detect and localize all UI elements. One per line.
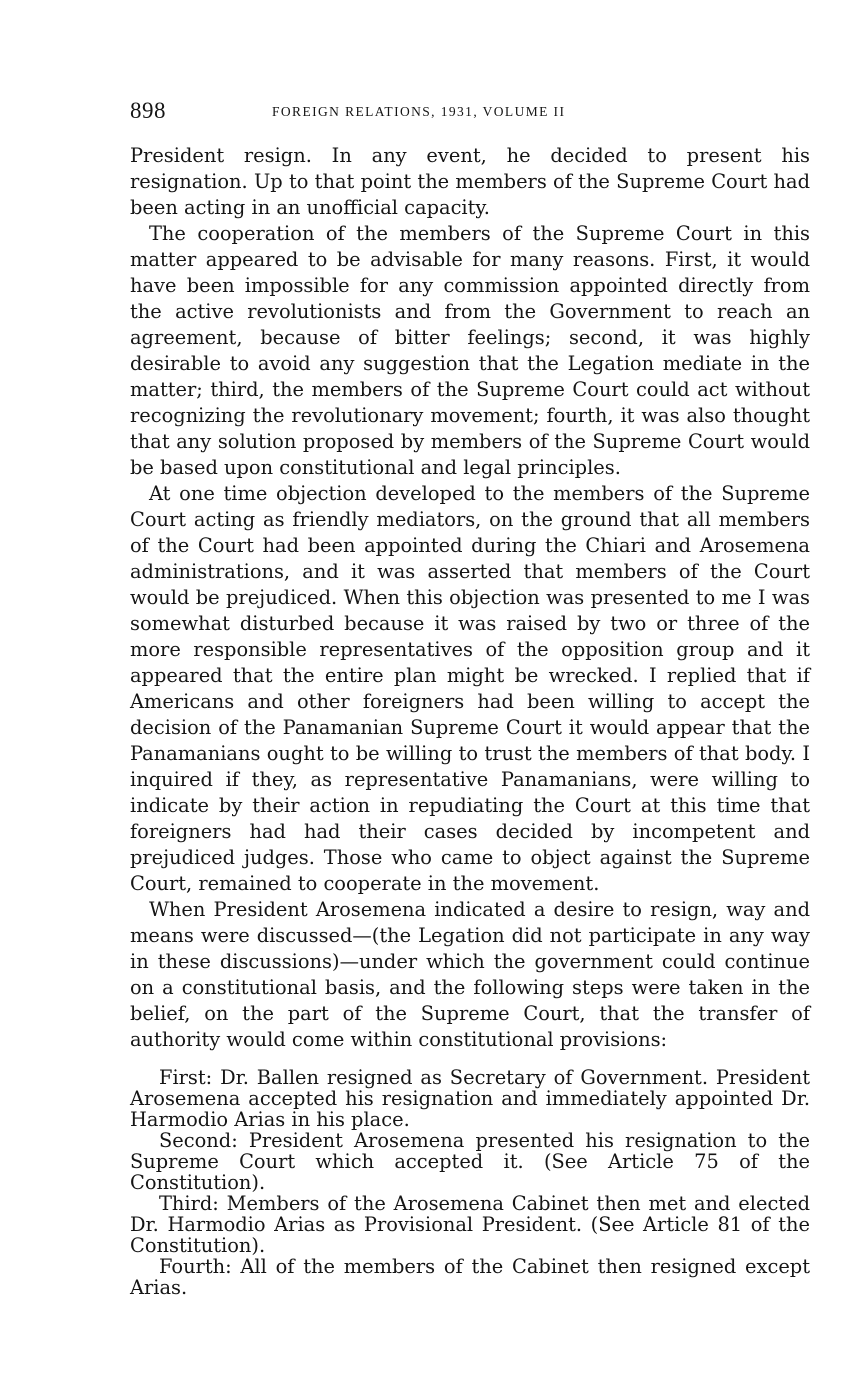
step-third: Third: Members of the Arosemena Cabinet then met and elected Dr. Harmodio Arias as Provisional President. (See Article 81 of the Constitution). bbox=[130, 1192, 810, 1257]
running-title: FOREIGN RELATIONS, 1931, VOLUME II bbox=[272, 104, 566, 119]
paragraph-resignation: When President Arosemena indicated a desire to resign, way and means were discussed—(the Legation did not participate in any way in these discussions)—under which the government could continue on a constitutional basis, and the following steps were taken in the belief, on the part of the Supreme Court, that the transfer of authority would come within constitutional provisions: bbox=[130, 898, 810, 1051]
step-second: Second: President Arosemena presented his resignation to the Supreme Court which accepted it. (See Article 75 of the Constitution). bbox=[130, 1129, 810, 1194]
body-text bbox=[130, 143, 810, 1053]
page-header bbox=[130, 98, 810, 128]
transfer-steps bbox=[130, 1067, 810, 1298]
page-number: 898 bbox=[130, 98, 166, 123]
step-fourth: Fourth: All of the members of the Cabinet then resigned except Arias. bbox=[130, 1255, 810, 1299]
step-first: First: Dr. Ballen resigned as Secretary of Government. President Arosemena accepted his resignation and immediately appointed Dr. Harmodio Arias in his place. bbox=[130, 1066, 810, 1131]
paragraph-cooperation: The cooperation of the members of the Supreme Court in this matter appeared to be advisable for many reasons. First, it would have been impossible for any commission appointed directly from the active revolutionists and from the Government to reach an agreement, because of bitter feelings; second, it was highly desirable to avoid any suggestion that the Legation mediate in the matter; third, the members of the Supreme Court could act without recognizing the revolutionary movement; fourth, it was also thought that any solution proposed by members of the Supreme Court would be based upon constitutional and legal principles. bbox=[130, 222, 810, 479]
paragraph-continued: President resign. In any event, he decided to present his resignation. Up to that point the members of the Supreme Court had been acting in an unofficial capacity. bbox=[130, 144, 810, 219]
document-page bbox=[130, 98, 810, 1298]
paragraph-objection: At one time objection developed to the members of the Supreme Court acting as friendly mediators, on the ground that all members of the Court had been appointed during the Chiari and Arosemena administrations, and it was asserted that members of the Court would be prejudiced. When this objection was presented to me I was somewhat disturbed because it was raised by two or three of the more responsible representatives of the opposition group and it appeared that the entire plan might be wrecked. I replied that if Americans and other foreigners had been willing to accept the decision of the Panamanian Supreme Court it would appear that the Panamanians ought to be willing to trust the members of that body. I inquired if they, as representative Panamanians, were willing to indicate by their action in repudiating the Court at this time that foreigners had had their cases decided by incompetent and prejudiced judges. Those who came to object against the Supreme Court, remained to cooperate in the movement. bbox=[130, 482, 810, 895]
